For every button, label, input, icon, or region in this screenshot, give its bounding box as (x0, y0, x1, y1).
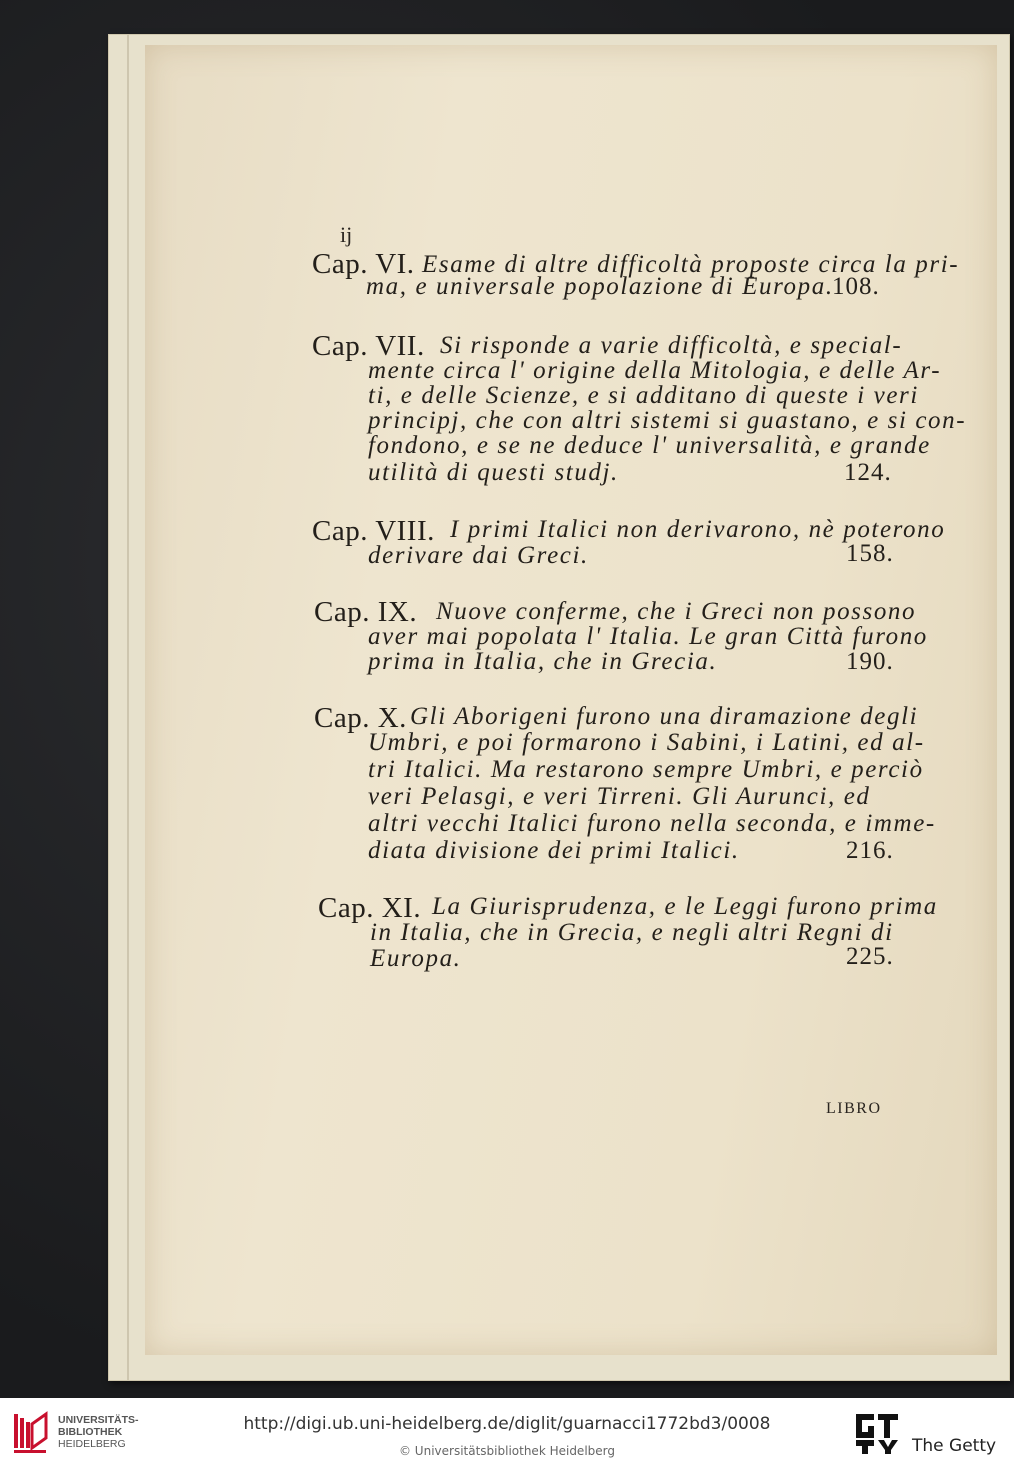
entry-line: in Italia, che in Grecia, e negli altri Regni di (370, 919, 894, 946)
entry-line: La Giurisprudenza, e le Leggi furono prima (432, 893, 938, 920)
chapter-label: Cap. X. (314, 702, 407, 734)
chapter-label: Cap. IX. (314, 596, 418, 628)
getty-logo-icon (852, 1410, 902, 1456)
entry-line: ma, e universale popolazione di Europa. (366, 273, 834, 300)
page-number: 225. (846, 943, 894, 970)
entry-line: Europa. (370, 945, 462, 972)
chapter-label: Cap. VIII. (312, 515, 435, 547)
page-number: 124. (844, 459, 892, 486)
entry-line: utilità di questi studj. (368, 459, 619, 486)
footer-bar (0, 1398, 1014, 1472)
entry-line: tri Italici. Ma restarono sempre Umbri, e perciò (368, 756, 924, 783)
entry-line: Nuove conferme, che i Greci non possono (436, 598, 917, 625)
entry-line: aver mai popolata l' Italia. Le gran Città furono (368, 623, 928, 650)
entry-line: prima in Italia, che in Grecia. (368, 648, 718, 675)
entry-line: derivare dai Greci. (368, 542, 589, 569)
chapter-label: Cap. VI. (312, 248, 415, 280)
page-number: 216. (846, 837, 894, 864)
page-number: 108. (832, 273, 880, 300)
entry-line: Umbri, e poi formarono i Sabini, i Latini, ed al- (368, 729, 925, 756)
page-number: 158. (846, 540, 894, 567)
permalink-url[interactable]: http://digi.ub.uni-heidelberg.de/diglit/guarnacci1772bd3/0008 (243, 1414, 771, 1434)
entry-line: principj, che con altri sistemi si guastano, e si con- (368, 407, 967, 434)
chapter-label: Cap. VII. (312, 330, 425, 362)
chapter-label: Cap. XI. (318, 892, 422, 924)
entry-line: altri vecchi Italici furono nella seconda, e imme- (368, 810, 936, 837)
partner-name: The Getty (912, 1436, 997, 1456)
catchword: LIBRO (826, 1100, 882, 1117)
entry-line: diata divisione dei primi Italici. (368, 837, 740, 864)
entry-line: ti, e delle Scienze, e si additano di queste i veri (368, 382, 919, 409)
entry-line: Si risponde a varie difficoltà, e special- (440, 332, 903, 359)
library-name-line: HEIDELBERG (58, 1438, 126, 1450)
entry-line: Gli Aborigeni furono una diramazione degli (410, 703, 919, 730)
book-page (145, 45, 997, 1355)
library-name-line: BIBLIOTHEK (58, 1426, 123, 1438)
page-signature: ij (340, 222, 353, 247)
page-number: 190. (846, 648, 894, 675)
entry-line: Esame di altre difficoltà proposte circa la pri- (422, 251, 960, 278)
entry-line: veri Pelasgi, e veri Tirreni. Gli Aurunci, ed (368, 783, 871, 810)
entry-line: mente circa l' origine della Mitologia, e delle Ar- (368, 357, 942, 384)
library-name-line: UNIVERSITÄTS- (58, 1414, 139, 1426)
entry-line: fondono, e se ne deduce l' universalità, e grande (368, 432, 931, 459)
entry-line: I primi Italici non derivarono, nè poterono (450, 516, 946, 543)
copyright-notice: © Universitätsbibliothek Heidelberg (398, 1444, 615, 1458)
